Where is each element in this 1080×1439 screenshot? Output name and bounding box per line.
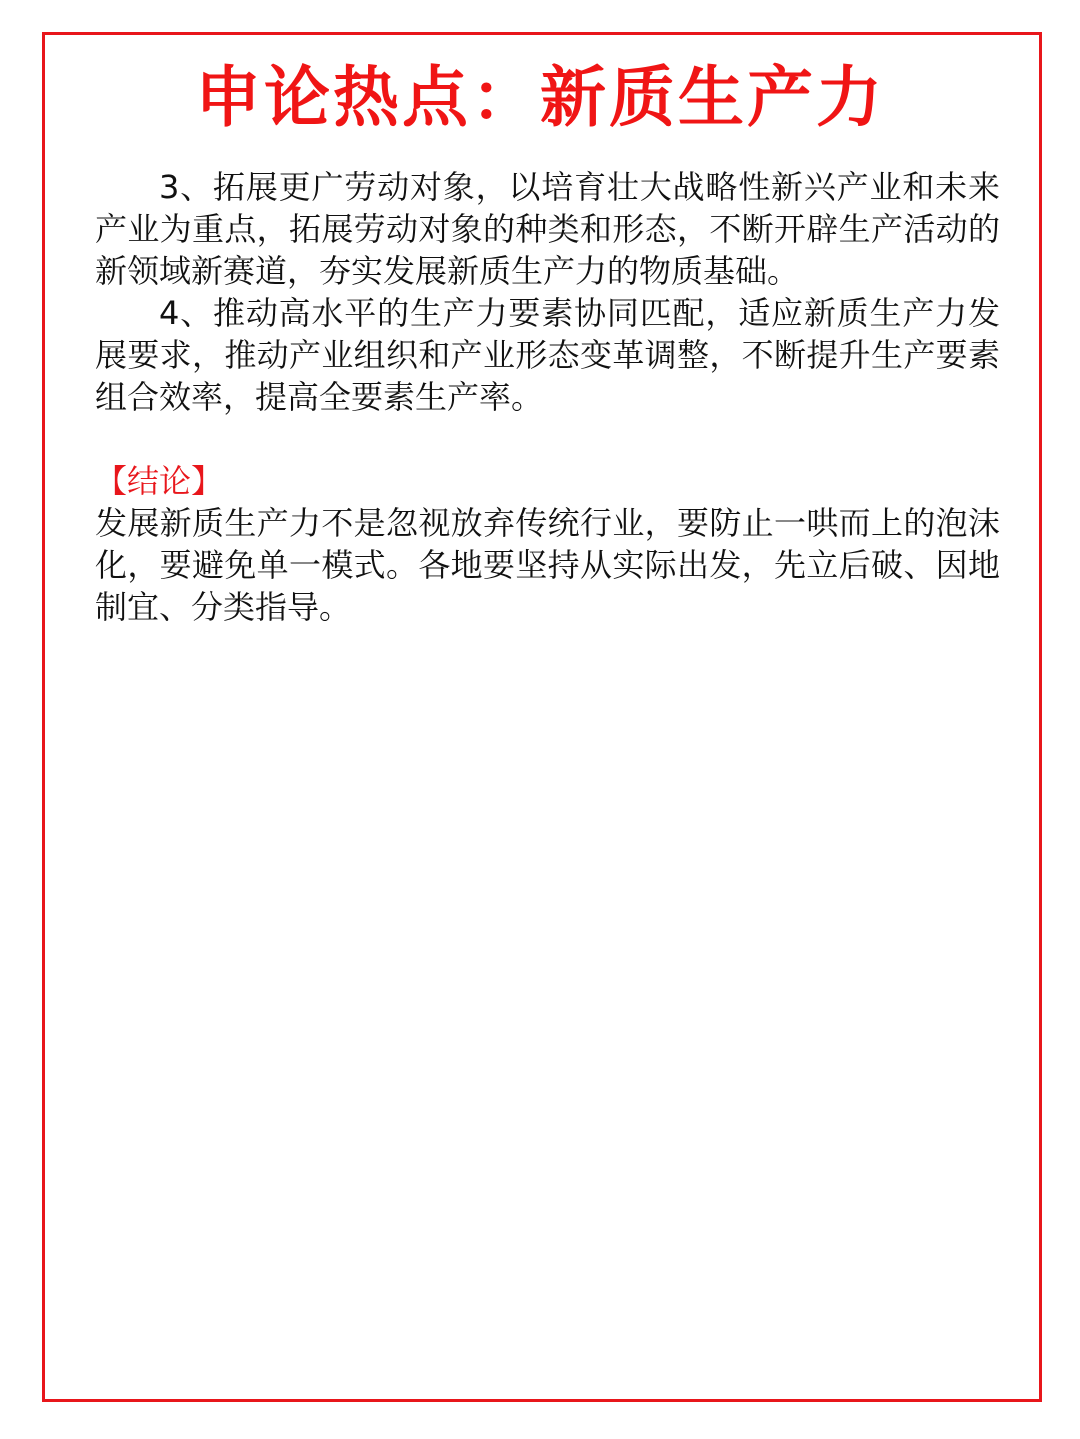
paragraph-item-4: 4、推动高水平的生产力要素协同匹配，适应新质生产力发展要求，推动产业组织和产业形态变革调整，不断提升生产要素组合效率，提高全要素生产率。: [95, 294, 1000, 416]
conclusion-heading: 【结论】: [95, 462, 224, 500]
paragraph-item-3: 3、拓展更广劳动对象，以培育壮大战略性新兴产业和未来产业为重点，拓展劳动对象的种类和形态，不断开辟生产活动的新领域新赛道，夯实发展新质生产力的物质基础。: [95, 168, 1000, 290]
article-body: [95, 166, 1000, 628]
page-title: 申论热点：新质生产力: [195, 59, 885, 136]
conclusion-text: 发展新质生产力不是忽视放弃传统行业，要防止一哄而上的泡沫化，要避免单一模式。各地要坚持从实际出发，先立后破、因地制宜、分类指导。: [95, 504, 1000, 626]
section-spacer: [95, 418, 1000, 460]
